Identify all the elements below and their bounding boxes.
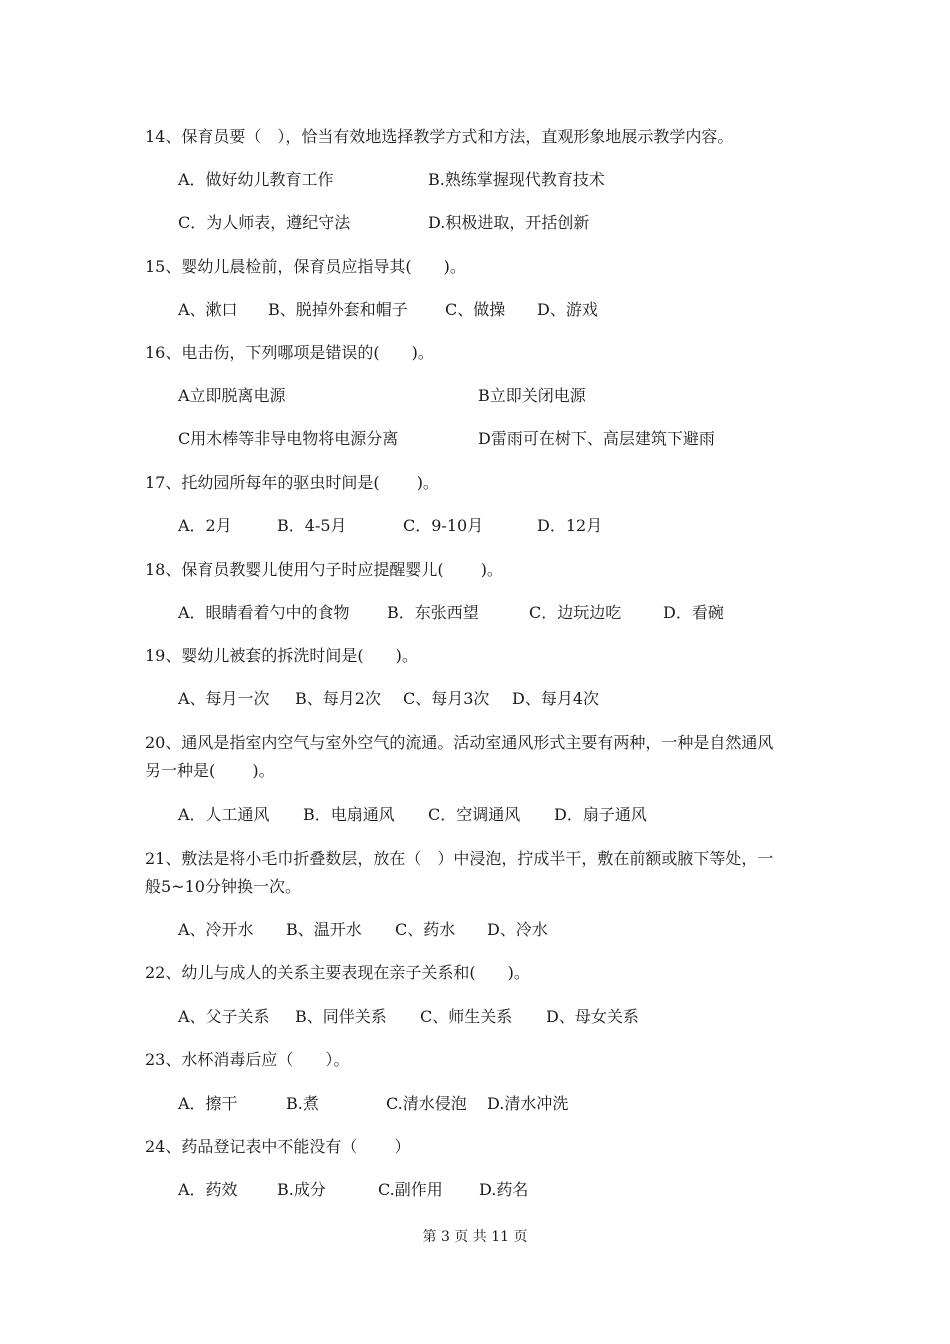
q15-option-a: A、漱口 xyxy=(178,300,238,319)
q22-option-d: D、母女关系 xyxy=(546,1007,639,1026)
q17-option-c: C．9-10月 xyxy=(403,516,484,535)
page-footer: 第 3 页 共 11 页 xyxy=(422,1229,528,1245)
q18-option-b: B．东张西望 xyxy=(387,603,479,622)
question-21-text-cont: 般5~10分钟换一次。 xyxy=(145,877,301,896)
q20-option-d: D．扇子通风 xyxy=(554,805,647,824)
question-17-text: 17、托幼园所每年的驱虫时间是( )。 xyxy=(145,473,439,492)
q24-option-a: A．药效 xyxy=(178,1180,238,1199)
q20-option-a: A．人工通风 xyxy=(178,805,270,824)
q22-option-c: C、师生关系 xyxy=(420,1007,513,1026)
q23-option-b: B.煮 xyxy=(286,1094,319,1113)
q19-option-c: C、每月3次 xyxy=(403,689,490,708)
q20-option-c: C．空调通风 xyxy=(428,805,521,824)
question-20-text-cont: 另一种是( )。 xyxy=(145,761,275,780)
q15-option-c: C、做操 xyxy=(445,300,506,319)
q14-option-a: A．做好幼儿教育工作 xyxy=(178,170,334,189)
q22-option-b: B、同伴关系 xyxy=(295,1007,387,1026)
q18-option-a: A．眼睛看着勺中的食物 xyxy=(178,603,350,622)
q21-option-c: C、药水 xyxy=(395,920,456,939)
q21-option-a: A、冷开水 xyxy=(178,920,254,939)
question-14-text: 14、保育员要（ ），恰当有效地选择教学方式和方法，直观形象地展示教学内容。 xyxy=(145,127,734,146)
q23-option-d: D.清水冲洗 xyxy=(487,1094,569,1113)
q14-option-d: D.积极进取，开括创新 xyxy=(428,213,590,232)
q22-option-a: A、父子关系 xyxy=(178,1007,270,1026)
q23-option-c: C.清水侵泡 xyxy=(386,1094,467,1113)
q19-option-b: B、每月2次 xyxy=(295,689,381,708)
q17-option-d: D．12月 xyxy=(537,516,603,535)
q23-option-a: A．擦干 xyxy=(178,1094,238,1113)
q19-option-d: D、每月4次 xyxy=(512,689,600,708)
q19-option-a: A、每月一次 xyxy=(178,689,270,708)
q14-option-b: B.熟练掌握现代教育技术 xyxy=(428,170,605,189)
q24-option-c: C.副作用 xyxy=(378,1180,443,1199)
q17-option-b: B．4-5月 xyxy=(277,516,347,535)
q16-option-b: B立即关闭电源 xyxy=(478,386,586,405)
question-18-text: 18、保育员教婴儿使用勺子时应提醒婴儿( )。 xyxy=(145,560,503,579)
q24-option-b: B.成分 xyxy=(277,1180,326,1199)
q24-option-d: D.药名 xyxy=(479,1180,529,1199)
q15-option-d: D、游戏 xyxy=(537,300,598,319)
question-19-text: 19、婴幼儿被套的拆洗时间是( )。 xyxy=(145,646,418,665)
question-22-text: 22、幼儿与成人的关系主要表现在亲子关系和( )。 xyxy=(145,963,530,982)
question-21-text: 21、敷法是将小毛巾折叠数层，放在（ ）中浸泡，拧成半干，敷在前额或腋下等处，一 xyxy=(145,849,774,868)
q16-option-c: C用木棒等非导电物将电源分离 xyxy=(178,429,399,448)
q14-option-c: C．为人师表，遵纪守法 xyxy=(178,213,351,232)
question-20-text: 20、通风是指室内空气与室外空气的流通。活动室通风形式主要有两种，一种是自然通风 xyxy=(145,733,774,752)
question-15-text: 15、婴幼儿晨检前，保育员应指导其( )。 xyxy=(145,257,466,276)
q20-option-b: B．电扇通风 xyxy=(303,805,395,824)
q17-option-a: A．2月 xyxy=(178,516,232,535)
q15-option-b: B、脱掉外套和帽子 xyxy=(268,300,408,319)
question-23-text: 23、水杯消毒后应（ ）。 xyxy=(145,1050,350,1069)
q18-option-d: D．看碗 xyxy=(663,603,724,622)
q21-option-b: B、温开水 xyxy=(286,920,362,939)
question-24-text: 24、药品登记表中不能没有（ ） xyxy=(145,1137,411,1156)
question-16-text: 16、电击伤，下列哪项是错误的( )。 xyxy=(145,343,434,362)
q16-option-a: A立即脱离电源 xyxy=(178,386,286,405)
q21-option-d: D、冷水 xyxy=(487,920,548,939)
q16-option-d: D雷雨可在树下、高层建筑下避雨 xyxy=(478,429,715,448)
q18-option-c: C．边玩边吃 xyxy=(529,603,622,622)
